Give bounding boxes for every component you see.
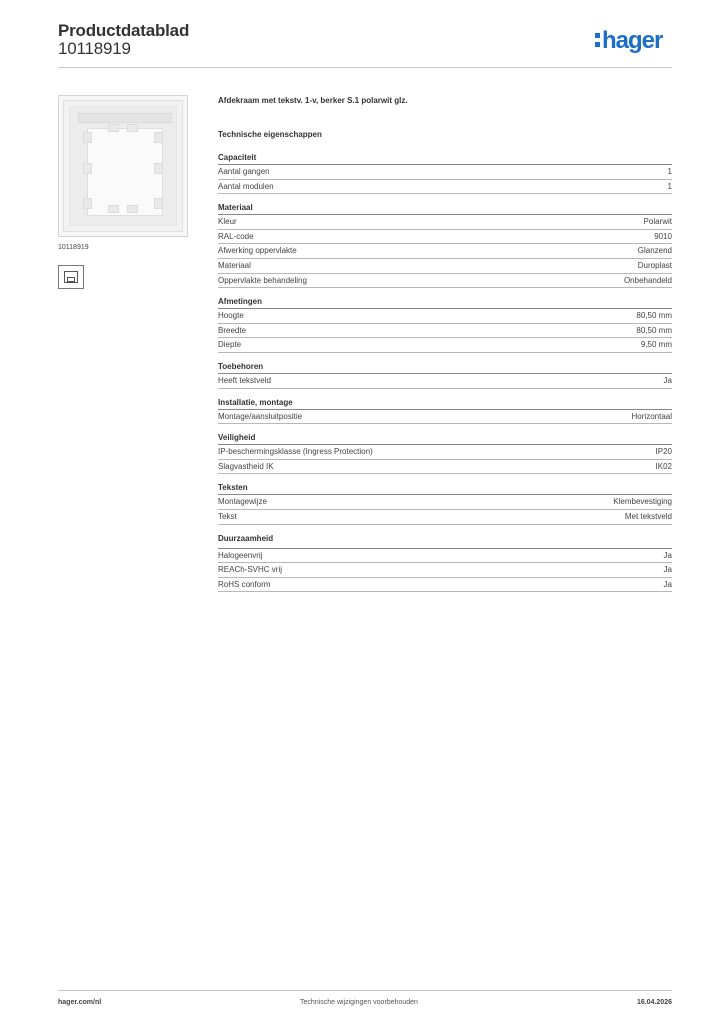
section-title: Afmetingen xyxy=(218,296,672,309)
footer-website: hager.com/nl xyxy=(58,999,102,1006)
property-section xyxy=(218,202,672,288)
section-title: Teksten xyxy=(218,482,672,495)
cover-frame-illustration xyxy=(63,100,183,232)
property-row xyxy=(218,374,672,389)
hager-logo xyxy=(595,29,662,53)
frame-claw xyxy=(127,205,138,213)
property-section xyxy=(218,397,672,425)
logo-text: hager xyxy=(602,27,663,54)
property-value: IP20 xyxy=(655,447,672,457)
property-row xyxy=(218,274,672,289)
property-row xyxy=(218,215,672,230)
frame-claw xyxy=(83,163,92,174)
property-section xyxy=(218,361,672,389)
property-section xyxy=(218,533,672,593)
property-row xyxy=(218,309,672,324)
property-label: Materiaal xyxy=(218,260,251,270)
property-row xyxy=(218,259,672,274)
header-divider xyxy=(58,67,672,68)
property-label: Halogeenvrij xyxy=(218,550,263,560)
property-label: RoHS conform xyxy=(218,579,271,589)
frame-claw xyxy=(154,198,163,209)
property-row xyxy=(218,338,672,353)
product-image xyxy=(58,95,188,237)
section-title: Capaciteit xyxy=(218,152,672,165)
property-value: IK02 xyxy=(655,461,672,471)
property-row xyxy=(218,165,672,180)
frame-symbol-icon xyxy=(58,265,84,289)
property-value: 9010 xyxy=(654,231,672,241)
property-value: Ja xyxy=(663,550,672,560)
property-row xyxy=(218,324,672,339)
frame-claw xyxy=(108,124,119,132)
property-value: Ja xyxy=(663,579,672,589)
product-description: Afdekraam met tekstv. 1-v, berker S.1 polarwit glz. xyxy=(218,96,408,105)
property-label: REACh-SVHC vrij xyxy=(218,565,283,575)
property-row xyxy=(218,460,672,475)
frame-claw xyxy=(83,198,92,209)
property-label: Aantal modulen xyxy=(218,181,274,191)
property-label: Montagewijze xyxy=(218,497,267,507)
property-value: 1 xyxy=(667,167,672,176)
property-value: Met tekstveld xyxy=(624,511,672,521)
property-label: IP-beschermingsklasse (Ingress Protection) xyxy=(218,447,373,457)
property-row xyxy=(218,578,672,593)
property-label: Hoogte xyxy=(218,311,244,321)
footer-date: 16.04.2026 xyxy=(636,999,672,1006)
frame-claw xyxy=(154,132,163,143)
property-row xyxy=(218,445,672,460)
footer-divider xyxy=(58,990,672,991)
property-row xyxy=(218,495,672,510)
property-row xyxy=(218,180,672,195)
property-label: Breedte xyxy=(218,325,247,335)
property-row xyxy=(218,563,672,578)
property-label: Afwerking oppervlakte xyxy=(218,246,297,256)
property-label: Diepte xyxy=(218,340,242,350)
property-row xyxy=(218,230,672,245)
property-row xyxy=(218,244,672,259)
property-value: 80,50 mm xyxy=(636,325,672,335)
property-section xyxy=(218,482,672,524)
property-label: Tekst xyxy=(218,511,237,521)
property-row xyxy=(218,549,672,564)
property-label: Oppervlakte behandeling xyxy=(218,275,307,285)
frame-claw xyxy=(154,163,163,174)
properties-list xyxy=(218,152,672,592)
tech-properties-heading: Technische eigenschappen xyxy=(218,130,322,139)
product-content xyxy=(218,96,672,592)
property-section xyxy=(218,296,672,353)
image-caption: 10118919 xyxy=(58,244,89,251)
section-title: Veiligheid xyxy=(218,432,672,445)
frame-claw xyxy=(127,124,138,132)
property-row xyxy=(218,410,672,425)
property-label: Montage/aansluitpositie xyxy=(218,411,303,421)
property-value: 1 xyxy=(667,181,672,191)
frame-text-field xyxy=(78,113,172,123)
section-title: Toebehoren xyxy=(218,361,672,374)
footer-disclaimer: Technische wijzigingen voorbehouden xyxy=(300,999,418,1006)
property-label: Kleur xyxy=(218,217,237,227)
property-label: Heeft tekstveld xyxy=(218,375,271,385)
property-value: Polarwit xyxy=(643,217,672,227)
property-row xyxy=(218,510,672,525)
property-value: Glanzend xyxy=(637,246,672,256)
page-title: Productdatablad xyxy=(58,21,190,40)
property-value: Klembevestiging xyxy=(613,497,672,507)
logo-dots-icon xyxy=(595,32,600,48)
property-section xyxy=(218,152,672,194)
section-title: Installatie, montage xyxy=(218,397,672,410)
property-value: Ja xyxy=(663,375,672,385)
property-label: RAL-code xyxy=(218,231,254,241)
section-title: Materiaal xyxy=(218,202,672,215)
property-value: Onbehandeld xyxy=(623,275,672,285)
product-number: 10118919 xyxy=(58,39,131,58)
property-section xyxy=(218,432,672,474)
property-value: 9,50 mm xyxy=(640,340,672,350)
frame-opening xyxy=(87,128,163,216)
property-label: Aantal gangen xyxy=(218,167,270,176)
frame-claw xyxy=(108,205,119,213)
property-label: Slagvastheid IK xyxy=(218,461,274,471)
property-value: 80,50 mm xyxy=(636,311,672,321)
property-value: Horizontaal xyxy=(631,411,672,421)
frame-claw xyxy=(83,132,92,143)
property-value: Duroplast xyxy=(637,260,672,270)
section-title: Duurzaamheid xyxy=(218,533,672,549)
property-value: Ja xyxy=(663,565,672,575)
